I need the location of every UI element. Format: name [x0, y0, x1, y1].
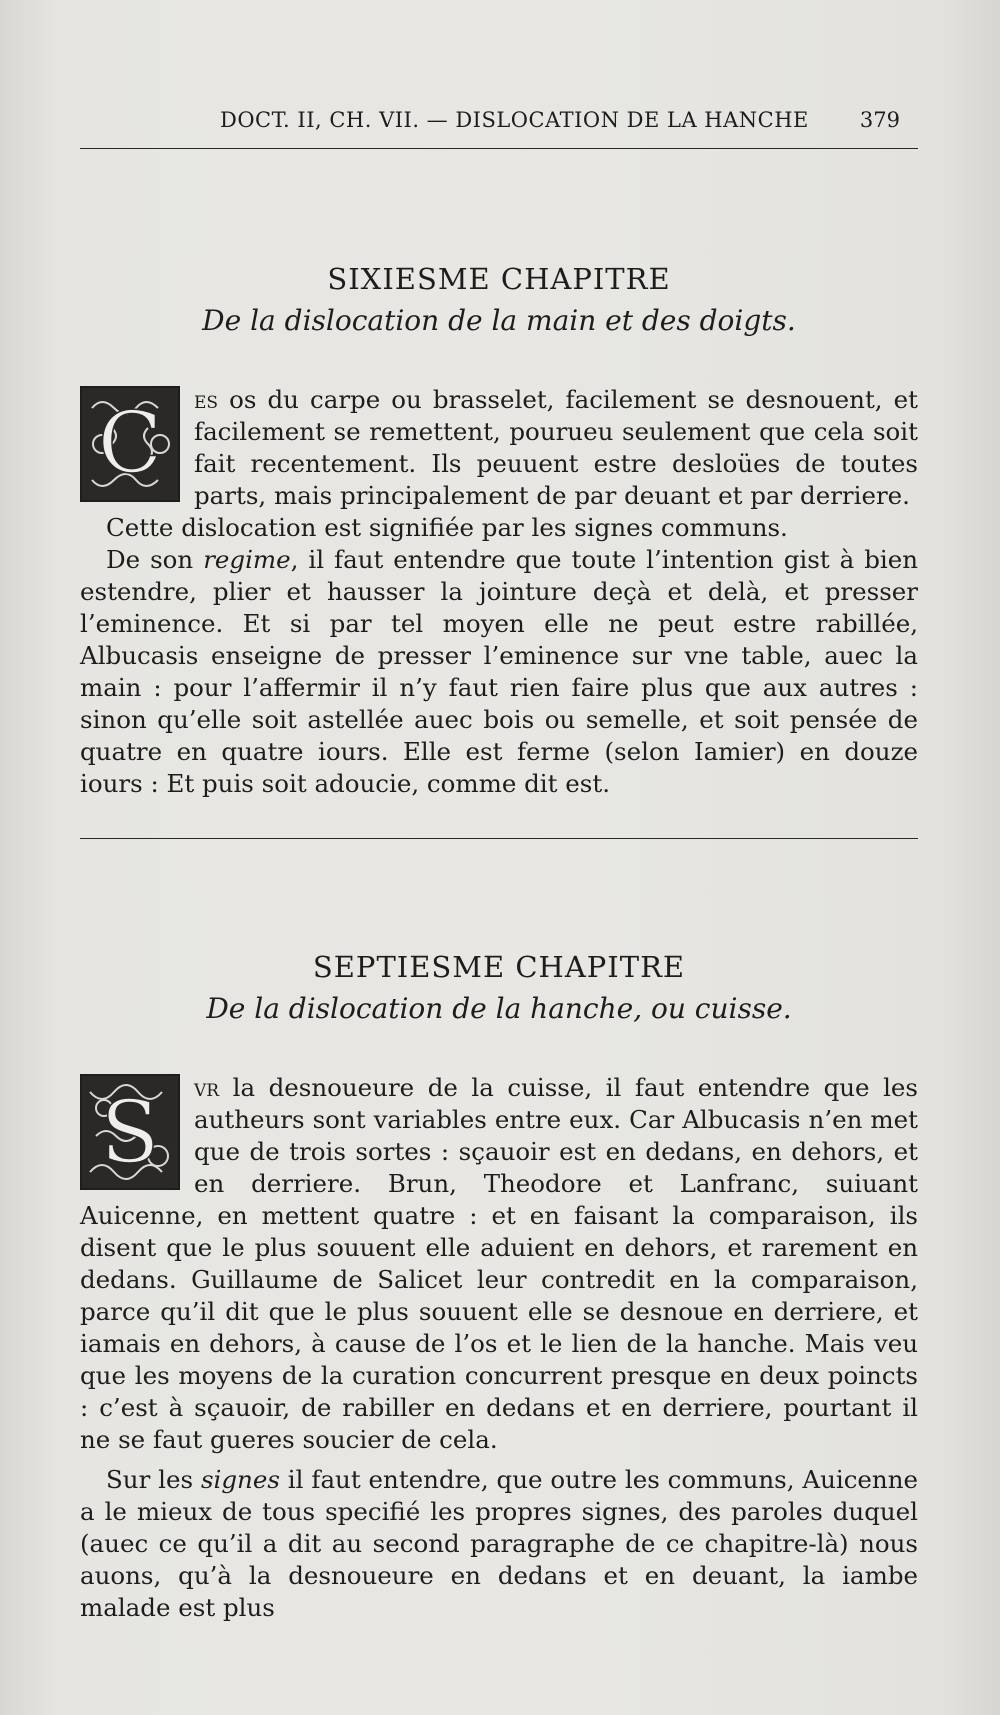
paragraph-text: os du carpe ou brasselet, facilement se desnouent, et facilement se remettent, pourueu seulement que cela soit fait recentement. Ils peuuent estre desloües de toutes parts, mais principalement de par deuant et par derriere. — [194, 385, 918, 510]
chapter-6-subtitle: De la dislocation de la main et des doigts. — [202, 304, 796, 337]
header-rule — [80, 148, 918, 149]
first-letters: es — [194, 385, 219, 414]
chapter-6-paragraph-2: Cette dislocation est signifiée par les signes communs. — [106, 513, 788, 542]
running-head: DOCT. II, CH. VII. — DISLOCATION DE LA HANCHE — [220, 108, 809, 132]
ornament-icon — [82, 1076, 178, 1188]
chapter-7-title: SEPTIESME CHAPITRE — [312, 950, 686, 984]
svg-text:C: C — [97, 394, 163, 492]
dropcap-s-ornament — [80, 1074, 180, 1190]
chapter-separator-rule — [80, 838, 918, 839]
ornament-icon — [82, 388, 178, 500]
chapter-6-paragraph-3: De son regime, il faut entendre que toute l’intention gist à bien estendre, plier et hausser la jointure deçà et delà, et presser l’eminence. Et si par tel moyen elle ne peut estre rabillée, Albucasis enseigne de presser l’eminence sur vne table, auec la main : pour l’affermir il n’y faut rien faire plus que aux autres : sinon qu’elle soit astellée auec bois ou semelle, et soit pensée de quatre en quatre iours. Elle est ferme (selon Iamier) en douze iours : Et puis soit adoucie, comme dit est. — [80, 545, 918, 798]
chapter-7-body — [80, 1072, 918, 1624]
italic-term: signes — [200, 1465, 280, 1494]
chapter-6-title: SIXIESME CHAPITRE — [327, 262, 671, 296]
dropcap-c-ornament — [80, 386, 180, 502]
chapter-6-paragraph-1 — [80, 384, 918, 512]
page-number: 379 — [859, 108, 900, 132]
italic-term: regime — [203, 545, 291, 574]
paragraph-text: la desnoueure de la cuisse, il faut entendre que les autheurs sont variables entre eux. Car Albucasis n’en met que de trois sortes : sçauoir est en dedans, en dehors, et en derriere. Brun, Theodore et Lanfranc, suiuant Auicenne, en mettent quatre : et en faisant la comparaison, ils disent que le plus souuent elle aduient en dehors, et rarement en dedans. Guillaume de Salicet leur contredit en la comparaison, parce qu’il dit que le plus souuent elle se desnoue en derriere, et iamais en dehors, à cause de l’os et le lien de la hanche. Mais veu que les moyens de la curation concurrent presque en deux poincts : c’est à sçauoir, de rabiller en dedans et en derriere, pourtant il ne se faut gueres soucier de cela. — [80, 1073, 918, 1454]
chapter-7-paragraph-1 — [80, 1072, 918, 1456]
chapter-7-subtitle: De la dislocation de la hanche, ou cuisse. — [206, 992, 792, 1025]
chapter-6-heading — [80, 262, 918, 337]
chapter-7-heading — [80, 950, 918, 1025]
chapter-6-body — [80, 384, 918, 800]
first-letters: vr — [194, 1073, 220, 1102]
page-header — [80, 100, 918, 150]
chapter-7-paragraph-2: Sur les signes il faut entendre, que outre les communs, Auicenne a le mieux de tous specifié les propres signes, des paroles duquel (auec ce qu’il a dit au second paragraphe de ce chapitre-là) nous auons, qu’à la desnoueure en dedans et en deuant, la iambe malade est plus — [80, 1465, 918, 1622]
svg-text:S: S — [100, 1083, 160, 1183]
